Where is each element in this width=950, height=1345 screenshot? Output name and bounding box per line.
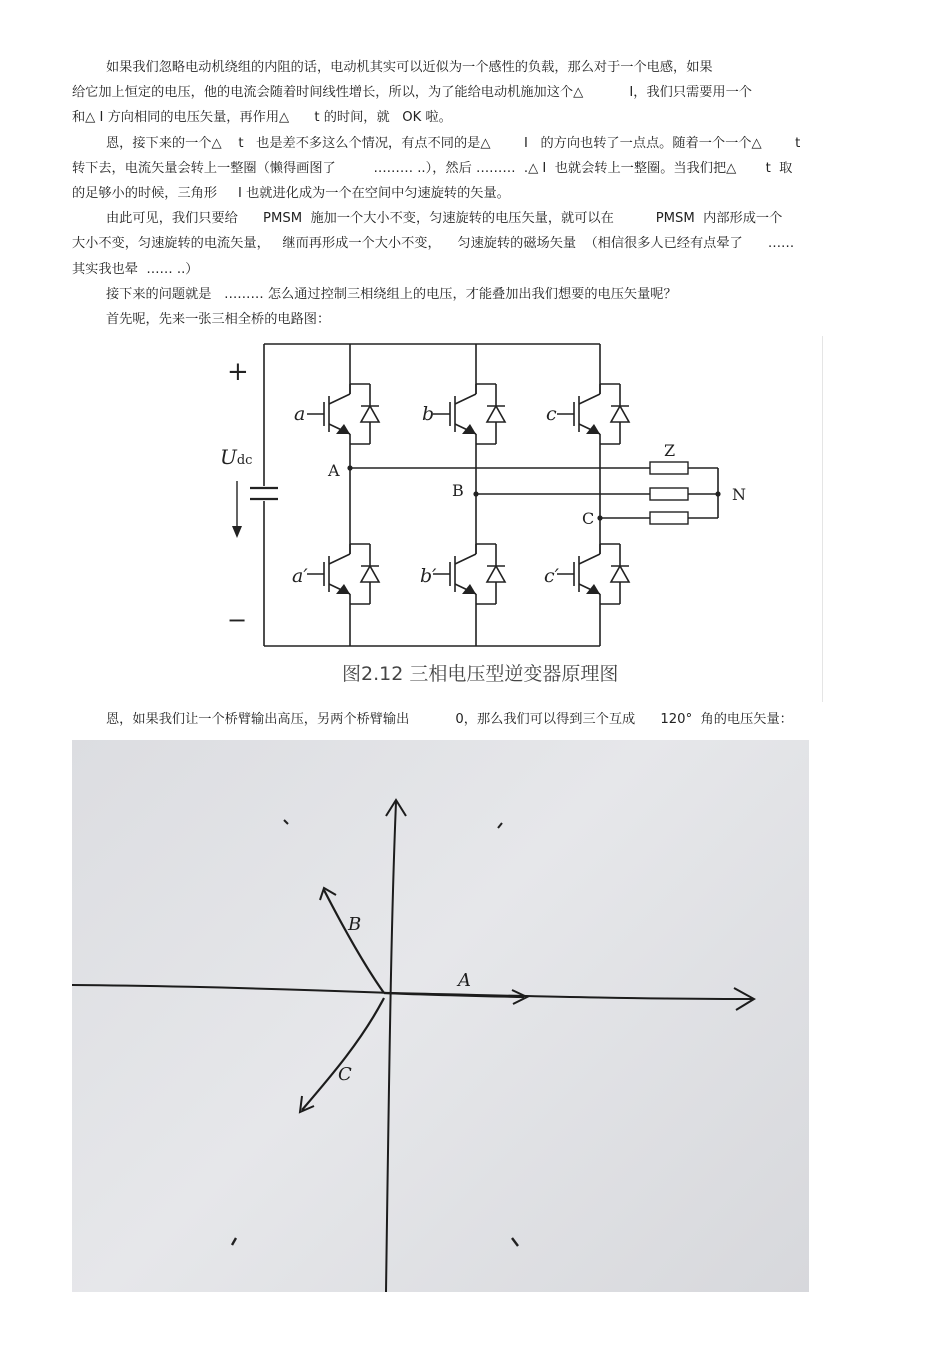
paragraph-line: 接下来的问题就是 ……… 怎么通过控制三相绕组上的电压，才能叠加出我们想要的电压矢量呢？ [106,287,677,302]
node-label-c: C [582,509,595,528]
switch-upper-c [557,384,629,444]
voltage-vector-sketch [72,740,809,1292]
vector-label-a: A [458,970,471,991]
vector-label-c: C [338,1064,352,1085]
svg-text:Udc [220,445,252,469]
udc-label: U [220,445,237,469]
paragraph-line: 的足够小的时候，三角形 I 也就进化成为一个在空间中匀速旋转的矢量。 [72,186,510,201]
paragraph-line: 转下去，电流矢量会转上一整圈（懒得画图了 ……… ..），然后 ……… .△ I 也就会转上一整圈。当我们把△ t 取 [72,161,793,176]
switch-label-b-prime: b′ [420,565,437,587]
load-label-z: Z [664,441,676,460]
paragraph-line: 恩，接下来的一个△ t 也是差不多这么个情况，有点不同的是△ I 的方向也转了一点点。随着一个一个△ t [106,136,801,151]
plus-label: + [227,357,249,387]
switch-upper-a [307,384,379,444]
vector-sketch-photo [72,740,809,1292]
neutral-label: N [732,485,746,504]
switch-label-a-prime: a′ [292,565,308,587]
paragraph-line: 首先呢，先来一张三相全桥的电路图： [106,312,331,327]
paragraph-line: 由此可见，我们只要给 PMSM 施加一个大小不变，匀速旋转的电压矢量，就可以在 PMSM 内部形成一个 [106,211,783,226]
minus-label: − [227,606,248,634]
switch-label-a: a [294,403,306,425]
node-label-b: B [452,481,464,500]
inverter-circuit-figure [72,336,823,702]
inverter-circuit-diagram [72,336,822,702]
vector-label-b: B [348,914,362,935]
switch-label-c-prime: c′ [544,565,559,587]
switch-label-b: b [422,403,435,425]
paragraph-line: 恩，如果我们让一个桥臂输出高压，另两个桥臂输出 0，那么我们可以得到三个互成 120° 角的电压矢量： [106,712,793,727]
switch-lower-b [433,544,505,604]
paragraph-line: 和△ I 方向相同的电压矢量，再作用△ t 的时间，就 OK 啦。 [72,110,452,125]
paragraph-line: 其实我也晕 …… ..） [72,262,199,277]
paragraph-line: 大小不变，匀速旋转的电流矢量， 继而再形成一个大小不变， 匀速旋转的磁场矢量 （相信很多人已经有点晕了 …… [72,236,795,251]
switch-lower-c [557,544,629,604]
paragraph-line: 给它加上恒定的电压，他的电流会随着时间线性增长，所以，为了能给电动机施加这个△ I，我们只需要用一个 [72,85,752,100]
figure-caption: 图2.12 三相电压型逆变器原理图 [342,663,619,685]
switch-lower-a [307,544,379,604]
switch-upper-b [433,384,505,444]
udc-subscript: dc [236,453,253,468]
node-label-a: A [328,461,340,480]
paragraph-line: 如果我们忽略电动机绕组的内阻的话，电动机其实可以近似为一个感性的负载，那么对于一个电感，如果 [106,60,713,75]
switch-label-c: c [546,403,557,425]
